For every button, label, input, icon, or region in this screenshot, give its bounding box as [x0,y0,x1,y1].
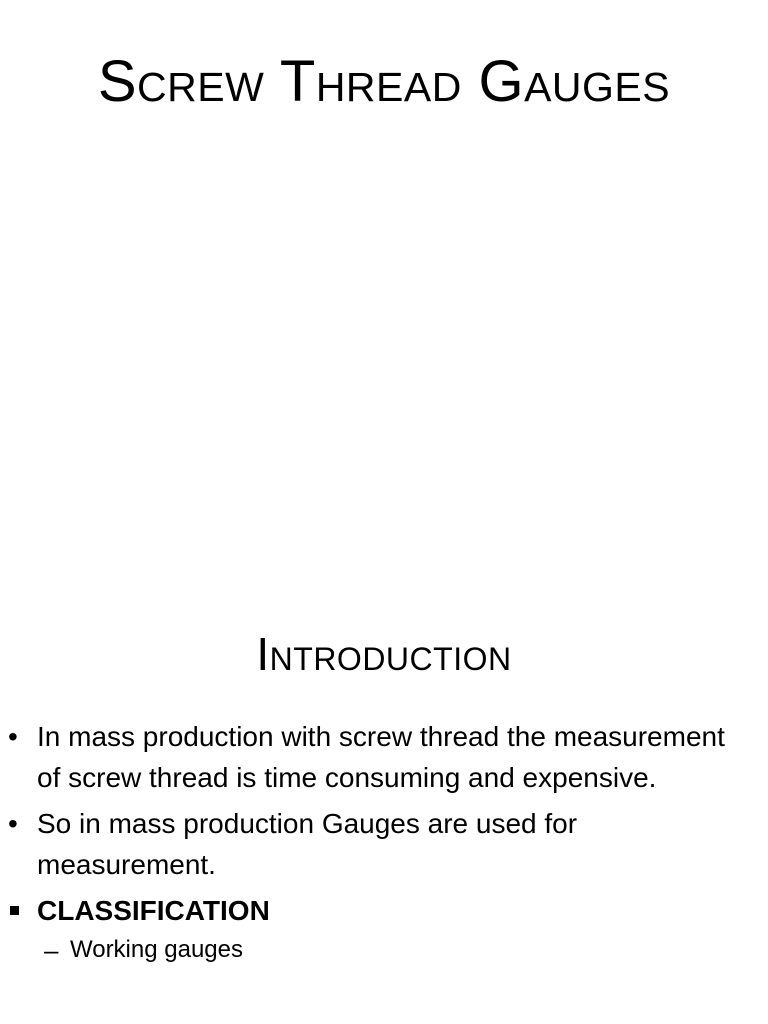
bullet-text: CLASSIFICATION [37,895,270,926]
slide-introduction [0,560,768,1024]
sub-bullet-item [0,932,768,968]
sub-bullet-text: Working gauges [70,936,243,963]
slide-title-heading: Screw Thread Gauges [97,49,671,114]
bullet-item [0,716,768,798]
introduction-heading: Introduction [256,628,512,680]
bullet-text: So in mass production Gauges are used for measurement. [37,808,578,880]
bullet-marker: • [8,808,18,839]
bullet-marker: • [8,721,18,752]
bullet-text: In mass production with screw thread the measurement of screw thread is time consuming and expensive. [37,721,725,793]
bullet-item-classification [0,890,768,931]
bullet-list [0,716,768,968]
square-bullet-icon [10,906,19,915]
bullet-item [0,803,768,885]
dash-bullet-marker: – [44,935,59,965]
